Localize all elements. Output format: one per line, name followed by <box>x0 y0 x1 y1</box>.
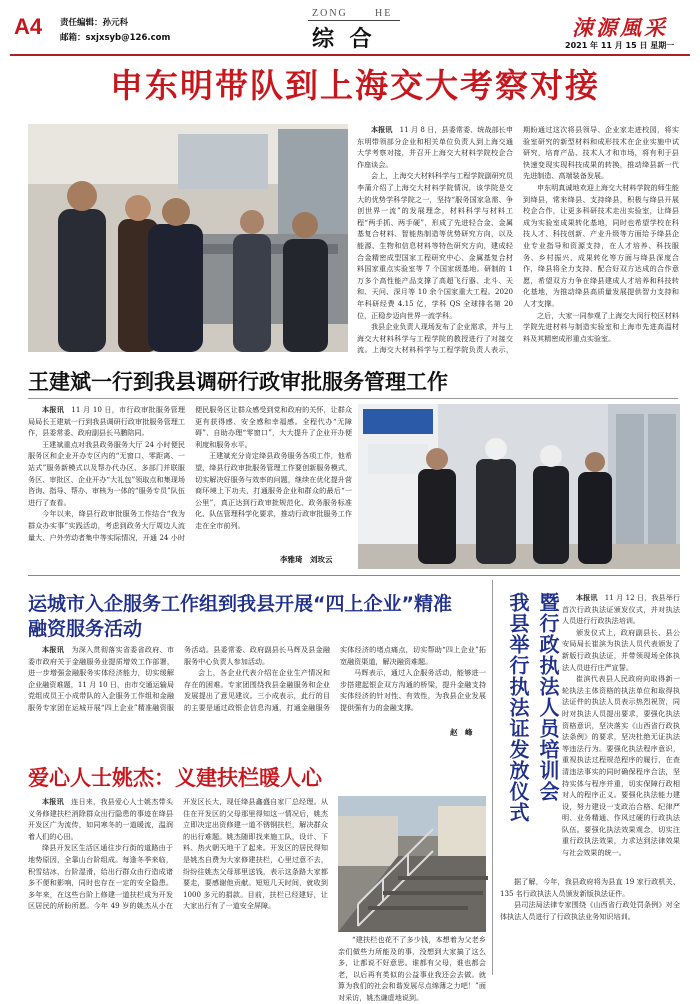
article3-body <box>28 644 486 744</box>
article3-p1: 本报讯 为深入贯彻落实省委省政府、市委市政府关于金融服务业提质增效工作部署，进一步增强金融服务实体经济能力，切实缓解企业融资难题，11 月 10 日，由市交通运输局党组成员王小成带队的入企服务工作组和金融服务专家团在运城开展“四上企业”精准融资服务活动。县委常委、政府副县长马辉及县金融服务中心负责人参加活动。 <box>28 645 330 712</box>
article1-p5: 之后，大家一同参观了上海交大闵行校区材料学院先进材料与制造实验室和上海市先进高温材料及其精密成形重点实验室。 <box>523 310 679 343</box>
email-line: 邮箱：sxjxsyb@126.com <box>60 33 171 43</box>
editor-line: 责任编辑：孙元科 <box>60 18 129 28</box>
article5-subtitle: 暨行政执法人员培训会 <box>536 592 560 802</box>
section-pinyin-left: ZONG <box>312 8 348 19</box>
page-header <box>0 0 700 62</box>
article5-p1: 本报讯 11 月 12 日，我县举行首次行政执法证颁发仪式，并对执法人员进行行政执法培训。 <box>562 593 680 626</box>
article4-title: 爱心人士姚杰：义建扶栏暖人心 <box>28 766 322 790</box>
article2-title: 王建斌一行到我县调研行政审批服务管理工作 <box>28 370 448 394</box>
article1-p2: 会上，上海交大材料科学与工程学院副研究员李蒲介绍了上海交大材料学院情况，该学院是交大的优势学科学院之一，坚持“服务国家急需、争创世界一流”的发展理念，材料科学与材料工程“两手抓、两手硬”，形成了先进轻合金、金属基复合材料、智能热制造等优势研究方向，以及能源、生物和信息材料等特色研究方向，建成轻合金精密成型国家工程研究中心、金属基复合材料国家重点实验室等 7 个国家级基地。研制的 1 万多个高性能产品支撑了高超飞行器、北斗、天和、天问、深月等 10 余个国家重大工程。2020 年科研经费 4.15 亿，学科 QS 全球排名第 20 位，正稳步迈向世界一流学科。 <box>357 171 513 320</box>
article2-title-rule <box>28 398 678 399</box>
article4-p3: “建扶栏也花不了多少钱，本想着为父老乡亲们做些力所能及的事，没想到大家搞了这么多，让都说不好意思。谁都有父母，谁也都会老，以后再有类似的公益事业我还会去做。就算为我们的社会和谐发展尽点绵薄之力吧！”面对采访，姚杰谦虚地说到。 <box>338 935 486 1002</box>
lab-visit-image <box>28 124 348 352</box>
article4-p1: 本报讯 连日来，我县爱心人士姚杰带头义务修建扶栏消除群众出行隐患的事迹在绛县开发区广为流传，如同寒冬的一道暖流，温润着人们的心田。 <box>28 797 174 841</box>
article2-photo <box>358 404 680 569</box>
masthead-title: 涑源風采 <box>572 15 668 40</box>
issue-date: 2021 年 11 月 15 日 星期一 <box>565 41 675 50</box>
service-hall-image <box>358 404 680 569</box>
column-divider <box>492 580 493 975</box>
article4-p2: 绛县开发区生活区通往步行街的道路由于地势原因，全靠山台阶组成。每逢冬季来临，积雪结冰，台阶湿滑，给出行群众由行造成诸多不便和影响，同时也存在一定的安全隐患。多年来，在这些台阶上修建一道扶栏成为开发区居民的所盼所愿。今年 49 岁的姚杰从小在开发区长大，现任绛县鑫盛自家厂总经理。从住在开发区的父母那里得知这一情况后，姚杰立即决定出资修建一道不锈钢扶栏，解决群众的出行难题。姚杰随即找来施工队，设计、下料、热火朝天地干了起来。开发区的居民得知是姚杰自费为大家修建扶栏，心里过意不去，纷纷往姚杰父母那里送钱，表示这条路大家都要走，要感谢他贡献。短短几天时间，就收到 1000 多元的捐款。目前，扶栏已经建好，让大家出行有了一道安全屏障。 <box>28 797 328 911</box>
header-rule <box>10 54 690 56</box>
article5-p4: 据了解，今年，我县政府将为县直 19 家行政机关、135 名行政执法人员颁发新版执法证件。 <box>500 877 680 898</box>
article1-p3: 我县企业负责人现场发布了企业需求，并与上海交大材料科学与工程学院的教授进行了对接交流。上海交大材料科学与工程学院负责人表示，期盼通过这次将县领导、企业家走进校园，将实验室研究的新型材料和成形技术在企业实施中试研究，培育产品、技术人才和市场，将有利于县快速变现实现科技成果的转换，推动绛县新一代先进制造、高端装备发展。 <box>357 125 679 355</box>
article4-photo <box>338 796 486 932</box>
section-divider <box>28 575 680 576</box>
railing-image <box>338 796 486 932</box>
page-number: A4 <box>14 14 43 39</box>
section-title: 综 合 <box>312 27 376 52</box>
article2-p2: 王建斌重点对我县政务服务大厅 24 小时便民服务区和企业开办专区内的“无窗口、零距离、一站式”服务新模式以及帮办代办区、多部门并联服务区、审批区、企业开办“大礼包”领取点和集现场咨询、指导、帮办、审核为一体的“服务专员”队伍进行了查看。 <box>28 439 185 507</box>
article2-byline: 李雅琦 刘玫云 <box>280 555 333 564</box>
article1-p1: 本报讯 11 月 8 日，县委常委、统战部长申东明带领部分企业和相关单位负责人到上海交通大学考察对接，并召开上海交大材料学院校企合作座谈会。 <box>357 125 514 169</box>
article2-p1: 本报讯 11 月 10 日，市行政审批服务管理局局长王建斌一行到我县调研行政审批服务管理工作，县委常委、政府副县长马鹏陪同。 <box>28 405 185 438</box>
article1-title: 申东明带队到上海交大考察对接 <box>110 66 600 105</box>
article1-body <box>357 124 679 364</box>
article5-p3: 崔滨代表县人民政府向取得新一轮执法主体资格的执法单位和取得执法证件的执法人员表示热烈祝贺，同时对执法人员提出要求，要强化执法资格意识，坚决落实《山西省行政执法条例》的要求，坚决杜绝无证执法等违法行为。要强化执法程序意识，重视执法过程规范程序的履行，在查清违法事实的同时确保程序合法，坚持实体与程序并重，切实保障行政相对人的程序正义。要强化执法能力建设，努力建设一支政治合格、纪律严明、业务精通、作风过硬的行政执法队伍。要强化执法效果观念，切实注重行政执法效果，力求达到法律效果与社会效果的统一。 <box>562 674 680 858</box>
article2-body <box>28 404 352 554</box>
section-pinyin-right: HE <box>375 8 393 19</box>
article5-title: 我县举行执法证发放仪式 <box>506 592 530 823</box>
article1-photo <box>28 124 348 352</box>
article2-p4: 王建斌充分肯定绛县政务服务各项工作，他希望，绛县行政审批服务管理工作要创新服务模式，切实解决好服务与效率的问题，继续在优化提升营商环境上下功夫，打通服务企业和群众的最后“一公里”，真正达到行政审批规范化、政务服务标准化、队伍管理科学化要求，推动行政审批服务工作走在全市前列。 <box>195 451 352 530</box>
article3-byline: 赵 峰 <box>450 728 473 737</box>
article1-p4: 申东明真诚地欢迎上海交大材料学院的师生能到绛县，常来绛县、支持绛县，积极与绛县开展校企合作，让更多科研技术走出实验室，让绛县成为实验室成果转化基地，同时也希望学校在科技人才、科技创新、产业升级等方面给予绛县企业专业指导和资源支持，在人才培养、科技服务、乡村振兴、成果转化等方面与绛县深度合作，绛县将全力支持、配合好双方达成的合作意愿，希望双方力争在绛县建成人才培养和科技转化基地，为推动绛县高质量发展提供智力支持和人才支撑。 <box>523 182 679 308</box>
article2-p3: 今年以来，绛县行政审批服务工作结合“我为群众办实事”实践活动，考虑到政务大厅周边人流量大、户外劳动者集中等实际情况，开通 24 小时便民服务区让群众感受到党和政府的关怀，让群众更有获得感、安全感和幸福感。全程代办“无障碍”、自助办理“零窗口”，大大提升了企业开办便利度和服务水平。 <box>28 405 352 542</box>
article3-p2: 会上，各企业代表介绍在企业生产情况和存在的困难。专家团围绕我县金融服务和企业发展提出了意见建议。三小成表示，此行的目的主要是通过政银企信息沟通，打通金融服务实体经济的堵点痛点，切实帮助“四上企业”拓宽融资渠道，解决融资难题。 <box>184 645 486 712</box>
article5-body-lower <box>500 876 680 976</box>
article3-p3: 马辉表示，通过入企服务活动，能够进一步搭建起银企双方沟通的桥梁，提升金融支持实体经济的针对性、有效性，为我县企业发展提供强有力的金融支撑。 <box>340 668 486 712</box>
article5-p5: 县司法局法律专家围绕《山西省行政处罚条例》对全体执法人员进行了行政执法业务知识培训。 <box>500 900 680 921</box>
article3-title: 运城市入企服务工作组到我县开展“四上企业”精准融资服务活动 <box>28 593 452 640</box>
article5-p2: 颁发仪式上，政府副县长、县公安局局长崔滨为执法人员代表颁发了新版行政执法证，并带领现场全体执法人员进行庄严宣誓。 <box>562 627 680 672</box>
